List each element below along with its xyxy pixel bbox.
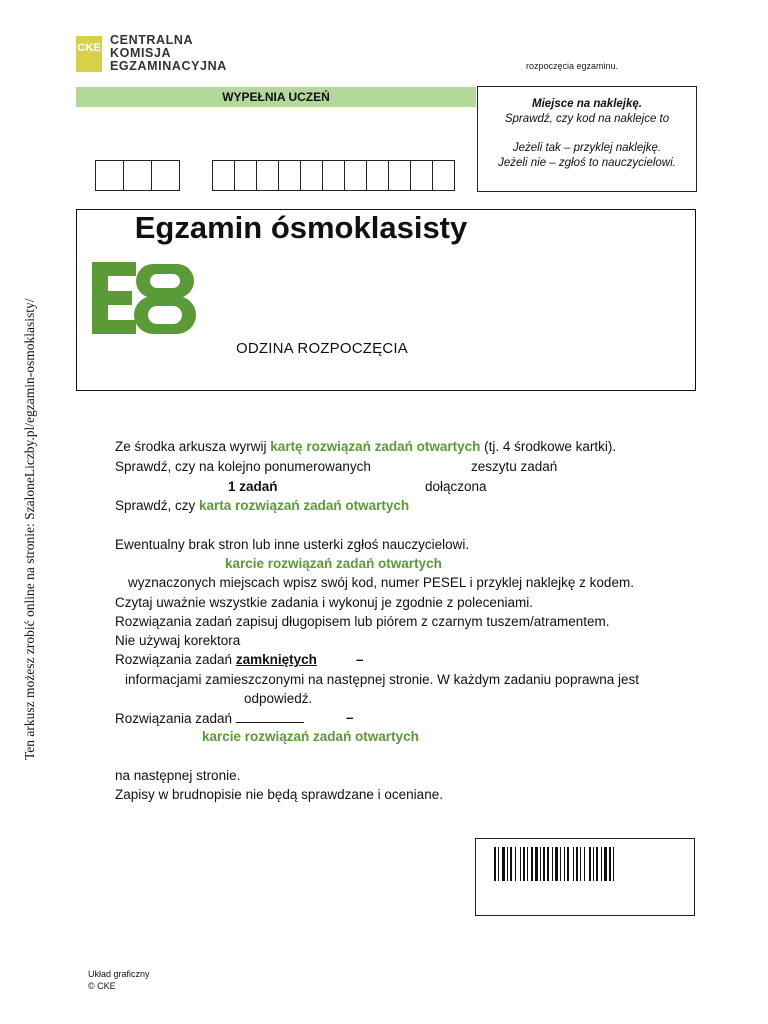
code-cell[interactable]: [95, 160, 124, 191]
pesel-cell[interactable]: [300, 160, 323, 191]
sticker-line-4: Jeżeli nie – zgłoś to nauczycielowi.: [498, 157, 676, 169]
barcode-bar: [609, 847, 611, 881]
instruction-line-1: [115, 439, 616, 454]
instruction-line-15: karcie rozwiązań zadań otwartych: [202, 729, 419, 744]
instruction-line-2a: Sprawdź, czy na kolejno ponumerowanych: [115, 459, 371, 474]
barcode-bar: [498, 847, 499, 881]
pesel-boxes: [213, 160, 455, 191]
barcode-bar: [523, 847, 525, 881]
instruction-line-13: odpowiedź.: [244, 691, 313, 706]
instruction-line-11: [115, 652, 317, 667]
header-note: rozpoczęcia egzaminu.: [526, 61, 619, 71]
instruction-text: (tj. 4 środkowe kartki).: [480, 439, 617, 454]
instruction-line-2b: zeszytu zadań: [471, 459, 558, 474]
barcode-bar: [515, 847, 516, 881]
barcode-bar: [593, 847, 594, 881]
instruction-text: Sprawdź, czy: [115, 498, 200, 513]
cke-name-line-2: KOMISJA: [110, 46, 172, 60]
barcode-bar: [540, 847, 541, 881]
instruction-line-12: informacjami zamieszczonymi na następnej stronie. W każdym zadaniu poprawna jest: [125, 672, 639, 687]
instruction-text: Rozwiązania zadań: [115, 652, 236, 667]
barcode-bar: [502, 847, 505, 881]
barcode-image: [494, 847, 676, 886]
barcode-bar: [560, 847, 561, 881]
start-hour-label: ODZINA ROZPOCZĘCIA: [236, 340, 408, 357]
instruction-dash-2: –: [346, 710, 354, 725]
pesel-cell[interactable]: [366, 160, 389, 191]
instruction-text: Rozwiązania zadań: [115, 711, 236, 726]
instruction-line-4: [115, 498, 409, 513]
barcode-bar: [535, 847, 538, 881]
exam-title: Egzamin ósmoklasisty: [134, 210, 468, 245]
barcode-bar: [564, 847, 565, 881]
instruction-dash-1: –: [356, 652, 364, 667]
student-code-boxes: [96, 160, 180, 191]
barcode-bar: [584, 847, 585, 881]
fill-by-student-bar: [76, 87, 476, 107]
side-online-note: Ten arkusz możesz zrobić online na stronie: SzaloneLiczby.pl/egzamin-osmoklasisty/: [22, 298, 37, 760]
cke-logo-name: [110, 34, 227, 73]
barcode-bar: [576, 847, 578, 881]
pesel-cell[interactable]: [322, 160, 345, 191]
sticker-title: Miejsce na naklejkę.: [532, 98, 642, 110]
sticker-line-2: Sprawdź, czy kod na naklejce to: [504, 113, 670, 125]
barcode-bar: [547, 847, 549, 881]
barcode-bar: [543, 847, 545, 881]
barcode-bar: [567, 847, 569, 881]
footer: [88, 968, 150, 992]
barcode-bar: [596, 847, 598, 881]
pesel-cell[interactable]: [234, 160, 257, 191]
fill-by-student-label: WYPEŁNIA UCZEŃ: [222, 90, 330, 104]
barcode-bar: [510, 847, 512, 881]
sticker-box: [477, 86, 697, 192]
code-cell[interactable]: [123, 160, 152, 191]
pesel-cell[interactable]: [212, 160, 235, 191]
barcode-bar: [527, 847, 528, 881]
cke-logo-letters: CKE: [77, 42, 101, 54]
barcode-bar: [601, 847, 602, 881]
barcode-bar: [494, 847, 496, 881]
pesel-cell[interactable]: [278, 160, 301, 191]
sticker-line-3: Jeżeli tak – przyklej naklejkę.: [512, 142, 662, 154]
pesel-cell[interactable]: [256, 160, 279, 191]
instruction-line-14: [115, 710, 304, 726]
barcode-bar: [604, 847, 607, 881]
instruction-line-3b: dołączona: [425, 479, 487, 494]
pesel-cell[interactable]: [410, 160, 433, 191]
instruction-highlight: karta rozwiązań zadań otwartych: [199, 498, 410, 513]
instruction-line-8: Czytaj uważnie wszystkie zadania i wykonuj je zgodnie z poleceniami.: [115, 595, 533, 610]
footer-line-2: © CKE: [88, 981, 116, 991]
instruction-line-17: Zapisy w brudnopisie nie będą sprawdzane i oceniane.: [115, 787, 443, 802]
cke-name-line-1: CENTRALNA: [110, 33, 194, 47]
barcode-bar: [520, 847, 521, 881]
instruction-line-16: na następnej stronie.: [115, 768, 241, 783]
instruction-highlight: kartę rozwiązań zadań otwartych: [270, 439, 481, 454]
instruction-line-6: karcie rozwiązań zadań otwartych: [225, 556, 442, 571]
barcode-bar: [552, 847, 553, 881]
code-cell[interactable]: [151, 160, 180, 191]
e8-logo: [92, 262, 198, 341]
underline-blank: [236, 710, 304, 723]
instruction-line-7: wyznaczonych miejscach wpisz swój kod, numer PESEL i przyklej naklejkę z kodem.: [128, 575, 634, 590]
instruction-line-5: Ewentualny brak stron lub inne usterki zgłoś nauczycielowi.: [115, 537, 470, 552]
footer-line-1: Układ graficzny: [88, 969, 150, 979]
instruction-line-9: Rozwiązania zadań zapisuj długopisem lub piórem z czarnym tuszem/atramentem.: [115, 614, 610, 629]
instruction-text: Ze środka arkusza wyrwij: [115, 439, 271, 454]
barcode-bar: [531, 847, 533, 881]
cke-name-line-3: EGZAMINACYJNA: [110, 59, 227, 73]
barcode-bar: [507, 847, 508, 881]
pesel-cell[interactable]: [344, 160, 367, 191]
barcode-bar: [580, 847, 581, 881]
pesel-cell[interactable]: [388, 160, 411, 191]
barcode-bar: [573, 847, 574, 881]
barcode-bar: [589, 847, 591, 881]
barcode-bar: [613, 847, 614, 881]
barcode-bar: [555, 847, 558, 881]
instruction-line-3a: 1 zadań: [228, 479, 278, 494]
pesel-cell[interactable]: [432, 160, 455, 191]
instruction-underlined: zamkniętych: [235, 652, 317, 667]
instruction-line-10: Nie używaj korektora: [115, 633, 241, 648]
